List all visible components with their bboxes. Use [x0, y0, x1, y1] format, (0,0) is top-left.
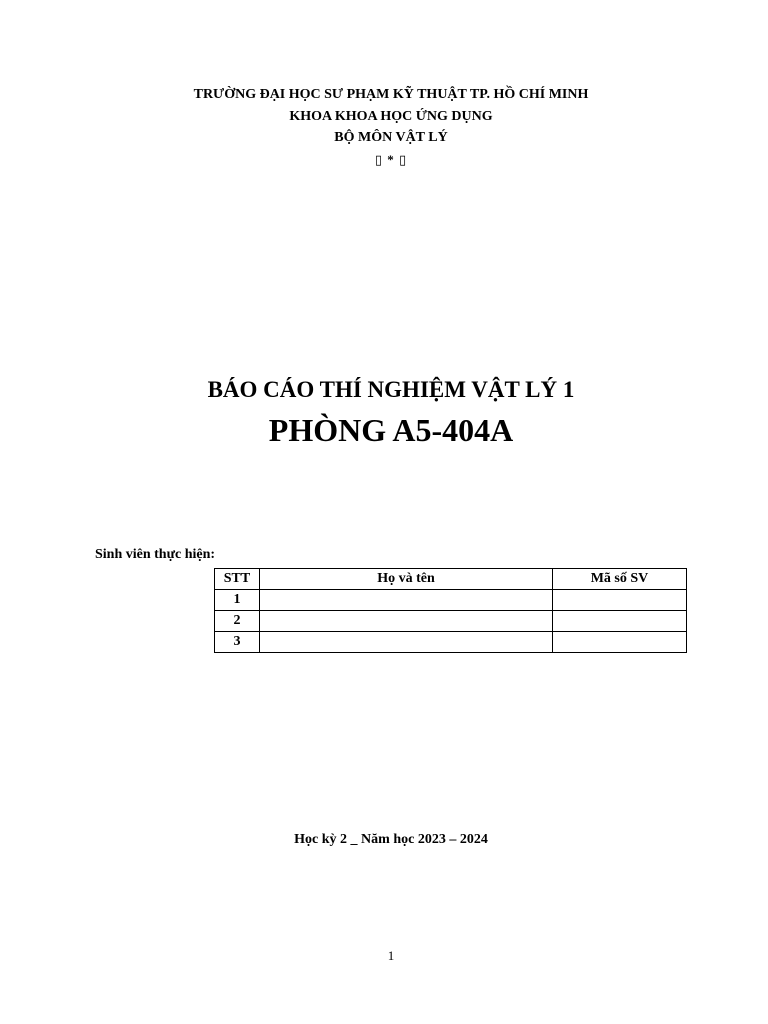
students-label: Sinh viên thực hiện:	[95, 547, 216, 562]
student-name-cell	[260, 611, 553, 632]
table-row	[215, 590, 687, 611]
page-number: 1	[387, 948, 395, 963]
column-header-stt: STT	[215, 569, 260, 590]
row-number-cell: 3	[215, 632, 260, 653]
faculty-name: KHOA KHOA HỌC ỨNG DỤNG	[289, 108, 493, 124]
ornament-divider: ▯ * ▯	[374, 151, 408, 167]
university-name: TRƯỜNG ĐẠI HỌC SƯ PHẠM KỸ THUẬT TP. HỒ CHÍ MINH	[193, 87, 589, 102]
report-title-block	[0, 374, 768, 452]
column-header-name: Họ và tên	[260, 569, 553, 590]
students-table	[214, 568, 687, 653]
column-header-student-id: Mã số SV	[553, 569, 687, 590]
row-number-cell: 1	[215, 590, 260, 611]
student-name-cell	[260, 632, 553, 653]
student-id-cell	[553, 590, 687, 611]
table-header-row	[215, 569, 687, 590]
student-id-cell	[553, 632, 687, 653]
department-name: BỘ MÔN VẬT LÝ	[334, 130, 448, 145]
row-number-cell: 2	[215, 611, 260, 632]
room-title: PHÒNG A5-404A	[268, 412, 514, 448]
student-id-cell	[553, 611, 687, 632]
student-name-cell	[260, 590, 553, 611]
table-row	[215, 611, 687, 632]
semester-info: Học kỳ 2 _ Năm học 2023 – 2024	[294, 832, 488, 847]
table-row	[215, 632, 687, 653]
institution-header	[0, 84, 768, 170]
report-title: BÁO CÁO THÍ NGHIỆM VẬT LÝ 1	[207, 377, 575, 402]
